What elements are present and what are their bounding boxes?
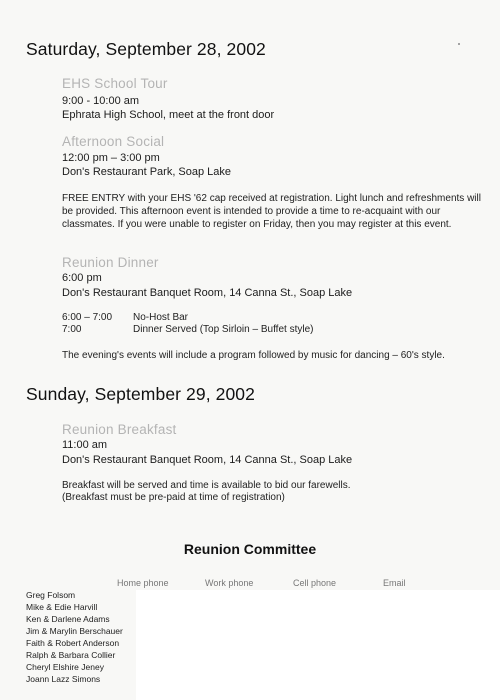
dinner-location: Don's Restaurant Banquet Room, 14 Canna St., Soap Lake xyxy=(62,287,353,299)
tour-title: EHS School Tour xyxy=(62,76,168,91)
committee-member: Cheryl Elshire Jeney xyxy=(26,662,104,672)
breakfast-title: Reunion Breakfast xyxy=(62,422,177,437)
social-note: FREE ENTRY with your EHS '62 cap received at registration. Light lunch and refreshments will be provided. This afternoon event is intended to provide a time to re-acquaint with our classmates. If you were unable to register on Friday, then you may register at this event. xyxy=(62,193,481,230)
committee-member: Greg Folsom xyxy=(26,590,76,600)
social-title: Afternoon Social xyxy=(62,134,165,149)
committee-member: Mike & Edie Harvill xyxy=(26,602,98,612)
column-header: Cell phone xyxy=(293,578,337,588)
breakfast-location: Don's Restaurant Banquet Room, 14 Canna St., Soap Lake xyxy=(62,454,353,466)
committee-member: Jim & Marylin Berschauer xyxy=(26,626,123,636)
tour-time: 9:00 - 10:00 am xyxy=(62,95,140,107)
breakfast-note: Breakfast will be served and time is available to bid our farewells. xyxy=(62,480,351,491)
committee-member: Joann Lazz Simons xyxy=(26,674,101,684)
saturday-heading: Saturday, September 28, 2002 xyxy=(26,39,266,59)
committee-member: Faith & Robert Anderson xyxy=(26,638,120,648)
breakfast-time: 11:00 am xyxy=(62,439,108,451)
sunday-heading: Sunday, September 29, 2002 xyxy=(26,384,255,404)
column-header: Work phone xyxy=(205,578,254,588)
dinner-title: Reunion Dinner xyxy=(62,255,159,270)
social-location: Don's Restaurant Park, Soap Lake xyxy=(62,166,232,178)
dinner-time: 6:00 pm xyxy=(62,272,102,284)
breakfast-prepaid-note: (Breakfast must be pre-paid at time of registration) xyxy=(62,492,285,503)
committee-title: Reunion Committee xyxy=(183,541,317,557)
dinner-note: The evening's events will include a program followed by music for dancing – 60's style. xyxy=(62,350,445,361)
committee-member: Ralph & Barbara Collier xyxy=(26,650,116,660)
schedule-time: 7:00 xyxy=(62,324,82,335)
schedule-time: 6:00 – 7:00 xyxy=(62,312,113,323)
schedule-desc: No-Host Bar xyxy=(133,312,189,323)
schedule-desc: Dinner Served (Top Sirloin – Buffet style) xyxy=(133,324,314,335)
column-header: Home phone xyxy=(117,578,169,588)
tour-location: Ephrata High School, meet at the front door xyxy=(62,109,275,121)
contact-details-area xyxy=(136,590,500,700)
committee-member: Ken & Darlene Adams xyxy=(26,614,110,624)
social-time: 12:00 pm – 3:00 pm xyxy=(62,152,160,164)
column-header: Email xyxy=(383,578,406,588)
scan-speck xyxy=(458,43,460,45)
